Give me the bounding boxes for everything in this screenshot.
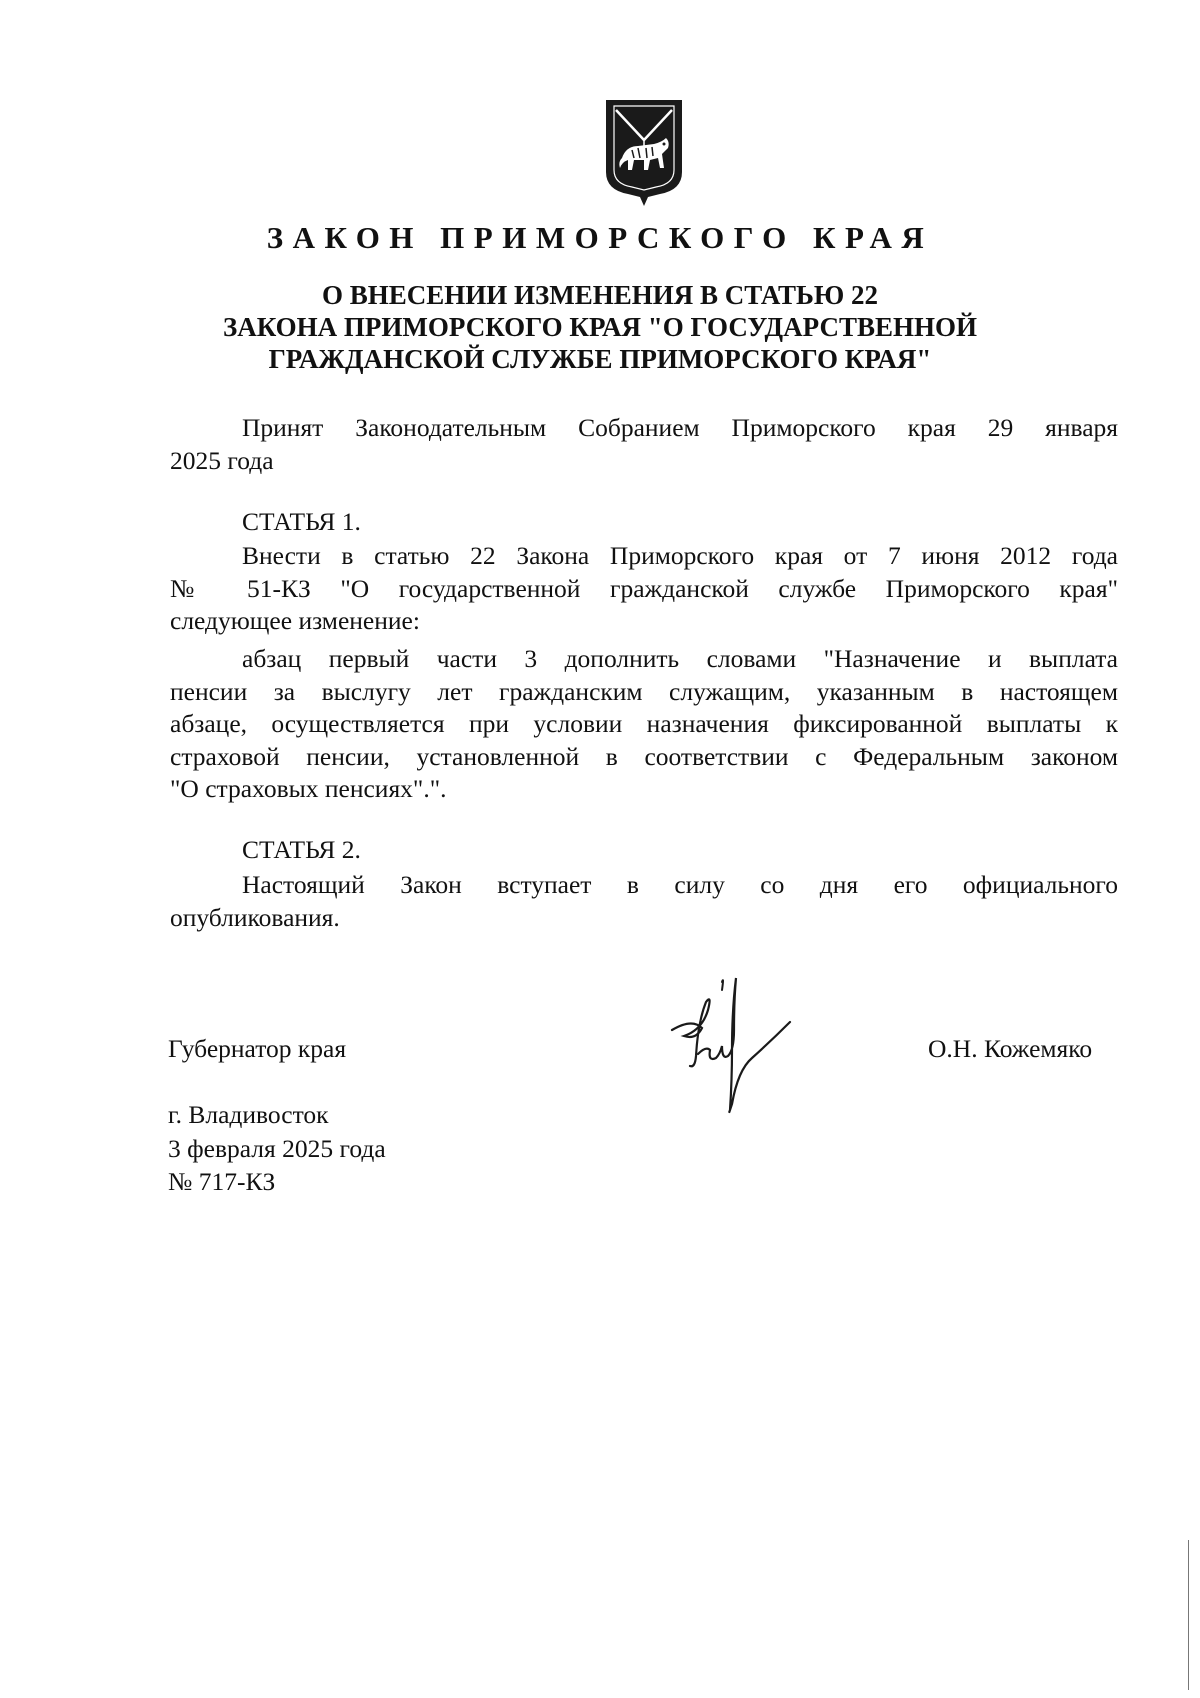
law-subtitle <box>0 279 1200 375</box>
subtitle-line: ГРАЖДАНСКОЙ СЛУЖБЕ ПРИМОРСКОГО КРАЯ" <box>268 344 932 374</box>
law-title: ЗАКОН ПРИМОРСКОГО КРАЯ <box>266 220 934 255</box>
signatory-name: О.Н. Кожемяко <box>928 1034 1093 1063</box>
subtitle-line: О ВНЕСЕНИИ ИЗМЕНЕНИЯ В СТАТЬЮ 22 <box>321 280 879 310</box>
paragraph-line: Внести в статью 22 Закона Приморского края от 7 июня 2012 года <box>242 541 1118 570</box>
signatory-position: Губернатор края <box>168 1034 347 1063</box>
handwritten-signature <box>662 970 802 1120</box>
article-2-heading: СТАТЬЯ 2. <box>242 835 361 864</box>
paragraph-line: № 51-КЗ "О государственной гражданской службе Приморского края" <box>170 573 1118 603</box>
paragraph-line: Настоящий Закон вступает в силу со дня его официального <box>242 870 1118 899</box>
adoption-line: Принят Законодательным Собранием Приморского края 29 января <box>242 413 1118 442</box>
date-of-signing: 3 февраля 2025 года <box>168 1133 386 1163</box>
paragraph-line: "О страховых пенсиях".". <box>170 774 447 803</box>
coat-of-arms-emblem <box>602 96 686 208</box>
paragraph-line: страховой пенсии, установленной в соответствии с Федеральным законом <box>170 741 1118 771</box>
adoption-line: 2025 года <box>170 445 274 475</box>
paragraph-line: опубликования. <box>170 902 340 932</box>
subtitle-line: ЗАКОНА ПРИМОРСКОГО КРАЯ "О ГОСУДАРСТВЕННОЙ <box>223 312 977 342</box>
article-1-paragraph-2 <box>170 643 1118 806</box>
paragraph-line: следующее изменение: <box>170 606 420 635</box>
paragraph-line: пенсии за выслугу лет гражданским служащим, указанным в настоящем <box>170 676 1118 706</box>
paragraph-line: абзаце, осуществляется при условии назначения фиксированной выплаты к <box>170 709 1118 738</box>
article-1-heading: СТАТЬЯ 1. <box>242 507 361 536</box>
place-date-number <box>168 1098 386 1199</box>
article-1-paragraph-1 <box>170 540 1118 638</box>
article-2-paragraph <box>170 869 1118 934</box>
paragraph-line: абзац первый части 3 дополнить словами "Назначение и выплата <box>242 644 1118 673</box>
law-number: № 717-КЗ <box>168 1167 276 1196</box>
place-of-signing: г. Владивосток <box>168 1100 329 1129</box>
scan-edge-line <box>1188 1540 1189 1690</box>
adoption-statement <box>170 412 1118 477</box>
